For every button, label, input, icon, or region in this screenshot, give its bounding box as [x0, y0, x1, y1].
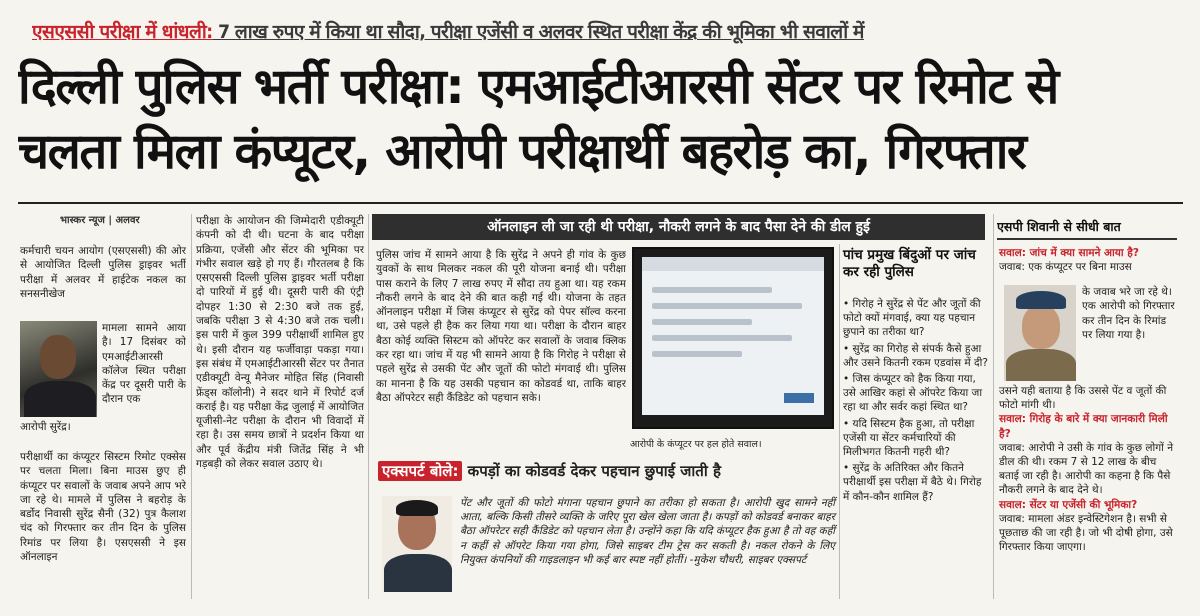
answer-1-lead: जवाब: एक कंप्यूटर पर बिना माउस: [999, 261, 1132, 274]
kicker-text: 7 लाख रुपए में किया था सौदा, परीक्षा एजेंसी व अलवर स्थित परीक्षा केंद्र की भूमिका भी सवालों में: [212, 21, 864, 43]
screen-row: [652, 287, 772, 293]
point-1: • गिरोह ने सुरेंद्र से पेंट और जूतों की फोटो क्यों मंगवाई, क्या यह पहचान छुपाने का तरीका था?: [843, 298, 981, 339]
headline-line-1: दिल्ली पुलिस भर्ती परीक्षा: एमआईटीआरसी सेंटर पर रिमोट से: [18, 58, 1058, 115]
expert-heading: [378, 461, 835, 487]
column-1-bottom: परीक्षार्थी का कंप्यूटर सिस्टम रिमोट एक्सेस पर चलता मिला। बिना माउस छुए ही कंप्यूटर पर सवालों के जवाब अपने आप भरे जा रहे थे। मामले में पुलिस ने बहरोड़ के बर्डोद निवासी सुरेंद्र सैनी (32) पुत्र कैलाश चंद को गिरफ्तार कर तीन दिन के पुलिस रिमांड पर लिया है। एसएससी ने इस ऑनलाइन: [20, 451, 186, 564]
expert-photo: [382, 496, 452, 592]
section-band-title: ऑनलाइन ली जा रही थी परीक्षा, नौकरी लगने के बाद पैसा देने की डील हुई: [372, 214, 985, 240]
question-1: सवाल: जांच में क्या सामने आया है?: [999, 247, 1139, 259]
sp-body: [1006, 349, 1076, 381]
column-rule: [368, 214, 369, 599]
screen-button: [784, 393, 814, 403]
expert-quote: पेंट और जूतों की फोटो मंगाना पहचान छुपाने का तरीका हो सकता है। आरोपी खुद सामने नहीं आता, बल्कि किसी तीसरे व्यक्ति के जरिए पूरा खेल खेला जाता है। कपड़ों को कोडवर्ड बनाकर बाहर बैठा ऑपरेटर सही कैंडिडेट को पहचान लेता है। उन्होंने कहा कि यदि कंप्यूटर हैक हुआ है तो वह कहीं न कहीं से ऑपरेट किया गया होगा, जिसे साइबर टीम ट्रेस कर सकती है। नकल रोकने के लिए नियुक्त कंपनियों की गाइडलाइन भी कई बार स्पष्ट नहीं होतीं। -मुकेश चौधरी, साइबर एक्सपर्ट: [460, 497, 835, 566]
accused-body: [24, 381, 96, 417]
computer-screen-photo: [632, 247, 834, 429]
expert-hair: [396, 500, 438, 516]
headline-divider: [18, 202, 1183, 204]
sp-face: [1022, 305, 1060, 349]
main-headline: [18, 54, 1188, 184]
column-3: पुलिस जांच में सामने आया है कि सुरेंद्र ने अपने ही गांव के कुछ युवकों के साथ मिलकर नकल की पूरी योजना बनाई थी। परीक्षा पास कराने के लिए 7 लाख रुपए में सौदा तय हुआ था। यह रकम नौकरी लगने के बाद देने की बात कही गई थी। योजना के तहत ऑनलाइन परीक्षा में जिस कंप्यूटर से सुरेंद्र को पेपर सॉल्व करना था, उसे पहले ही हैक कर लिया गया था। परीक्षा के दौरान बाहर बैठा कोई व्यक्ति सिस्टम को ऑपरेट कर सवालों के जवाब क्लिक कर रहा था। जांच में यह भी सामने आया है कि गिरोह ने परीक्षा से पहले सुरेंद्र से उसकी पेंट और जूतों की फोटो मंगवाई थी। पुलिस का मानना है कि यह उसकी पहचान का कोडवर्ड था, ताकि बाहर बैठा ऑपरेटर सही कैंडिडेट को पहचान सके।: [376, 249, 626, 404]
screen-row: [652, 335, 792, 341]
screen-header-bar: [642, 257, 824, 271]
sp-cap: [1016, 291, 1066, 309]
kicker-label: एसएससी परीक्षा में धांधली:: [32, 21, 213, 43]
accused-face: [40, 335, 76, 379]
column-1-beside-photo: मामला सामने आया है। 17 दिसंबर को एमआईटीआरसी कॉलेज स्थित परीक्षा केंद्र पर दूसरी पारी के दौरान एक: [102, 322, 186, 406]
point-2: • सुरेंद्र का गिरोह से संपर्क कैसे हुआ और उसने कितनी रकम एडवांस में दी?: [843, 342, 988, 369]
expert-label: एक्सपर्ट बोले:: [378, 461, 462, 481]
sp-photo: [1004, 285, 1076, 381]
question-3: सवाल: सेंटर या एजेंसी की भूमिका?: [999, 498, 1138, 511]
point-3: • जिस कंप्यूटर को हैक किया गया, उसे आखिर कहां से ऑपरेट किया जा रहा था और सर्वर कहां स्थित था?: [843, 373, 983, 414]
monitor-screen: [642, 257, 824, 415]
answer-1-rest: उसने यही बताया है कि उससे पेंट व जूतों की फोटो मांगी थी।: [999, 385, 1167, 412]
interview-heading: एसपी शिवानी से सीधी बात: [997, 214, 1177, 240]
byline: भास्कर न्यूज | अलवर: [60, 215, 140, 226]
screen-row: [652, 303, 802, 309]
point-4: • यदि सिस्टम हैक हुआ, तो परीक्षा एजेंसी या सेंटर कर्मचारियों की मिलीभगत कितनी गहरी थी?: [843, 417, 975, 459]
accused-photo-caption: आरोपी सुरेंद्र।: [20, 421, 71, 433]
screen-row: [652, 319, 752, 325]
expert-body: [384, 554, 452, 592]
column-2: परीक्षा के आयोजन की जिम्मेदारी एडीक्यूटी कंपनी को दी थी। घटना के बाद परीक्षा प्रक्रिया, एजेंसी और सेंटर की भूमिका पर गंभीर सवाल खड़े हो गए हैं। गौरतलब है कि एसएससी दिल्ली पुलिस ड्राइवर भर्ती परीक्षा दो पारियों में हुई थी। दूसरी पारी की एंट्री दोपहर 1:30 से 2:30 बजे तक हुई, जबकि परीक्षा 3 से 4:30 बजे तक चली। इस पारी में कुल 399 परीक्षार्थी शामिल हुए थे। इसी दौरान यह फर्जीवाड़ा पकड़ा गया। इस संबंध में एमआईटीआरसी सेंटर पर तैनात एडीक्यूटी वेन्यू मैनेजर मोहित सिंह (निवासी फ्रेंड्स कॉलोनी) ने सदर थाने में रिपोर्ट दर्ज कराई है। यह परीक्षा केंद्र जुलाई में आयोजित यूजीसी-नेट परीक्षा के दौरान भी विवादों में रहा है। उस समय छात्रों ने प्रदर्शन किया था और पूर्व केंद्रीय मंत्री जितेंद्र सिंह ने भी गड़बड़ी को लेकर सवाल उठाए थे।: [196, 215, 364, 471]
accused-photo: [20, 321, 97, 417]
five-points-list: [843, 297, 991, 506]
column-rule: [191, 214, 192, 599]
question-2: सवाल: गिरोह के बारे में क्या जानकारी मिली है?: [999, 413, 1168, 440]
headline-line-2: चलता मिला कंप्यूटर, आरोपी परीक्षार्थी बहरोड़ का, गिरफ्तार: [18, 123, 1026, 180]
answer-2: जवाब: आरोपी ने उसी के गांव के कुछ लोगों ने डील की थी। रकम 7 से 12 लाख के बीच बताई जा रही है। आरोपी का कहना है कि पैसे नौकरी लगने के बाद देने थे।: [999, 441, 1174, 497]
interview-qa-cont: [999, 384, 1175, 554]
point-5: • सुरेंद्र के अतिरिक्त और कितने परीक्षार्थी इस परीक्षा में बैठे थे। गिरोह में कौन-कौन शामिल हैं?: [843, 462, 982, 503]
answer-1-beside-photo: के जवाब भरे जा रहे थे। एक आरोपी को गिरफ्तार कर तीन दिन के रिमांड पर लिया गया है।: [1082, 286, 1175, 341]
column-1-top: कर्मचारी चयन आयोग (एसएससी) की ओर से आयोजित दिल्ली पुलिस ड्राइवर भर्ती परीक्षा में अलवर में हाईटेक नकल का सनसनीखेज: [20, 245, 186, 300]
expert-title: कपड़ों का कोडवर्ड देकर पहचान छुपाई जाती है: [462, 462, 721, 480]
five-points-heading: पांच प्रमुख बिंदुओं पर जांच कर रही पुलिस: [843, 247, 976, 280]
answer-3: जवाब: मामला अंडर इन्वेस्टिगेशन है। सभी से पूछताछ की जा रही है। जो भी दोषी होगा, उसे गिरफ्तार किया जाएगा।: [999, 512, 1173, 554]
column-rule: [993, 214, 994, 599]
interview-qa: [999, 246, 1175, 274]
kicker-headline: [32, 18, 1172, 52]
screen-photo-caption: आरोपी के कंप्यूटर पर हल होते सवाल।: [630, 439, 762, 450]
column-rule: [839, 244, 840, 599]
screen-row: [652, 351, 742, 357]
